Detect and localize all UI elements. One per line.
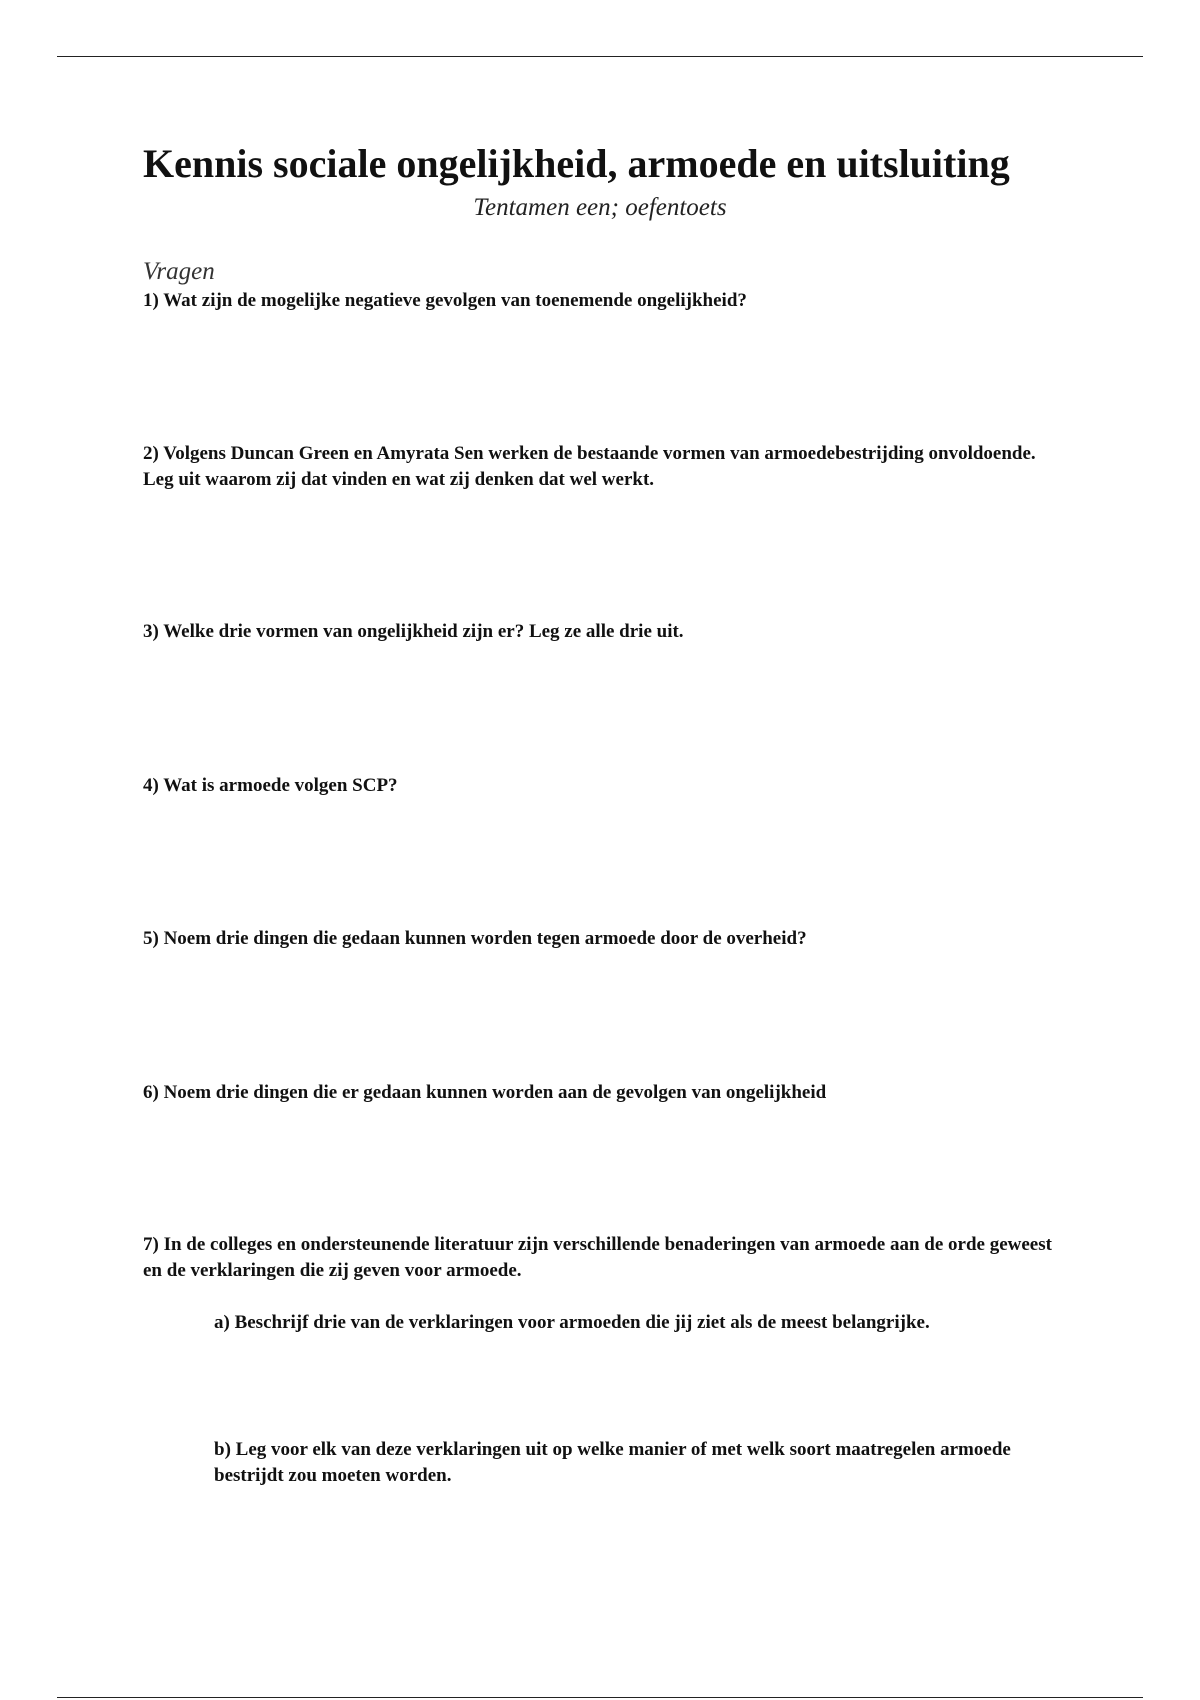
question-7: 7) In de colleges en ondersteunende literatuur zijn verschillende benaderingen van armoede aan de orde geweest en de verklaringen die zij geven voor armoede. bbox=[143, 1234, 1052, 1281]
question-4: 4) Wat is armoede volgen SCP? bbox=[143, 775, 398, 796]
section-heading-vragen: Vragen bbox=[143, 258, 215, 285]
question-7b: b) Leg voor elk van deze verklaringen uit op welke manier of met welk soort maatregelen armoede bestrijdt zou moeten worden. bbox=[214, 1439, 1011, 1486]
bottom-rule bbox=[57, 1697, 1143, 1698]
question-3: 3) Welke drie vormen van ongelijkheid zijn er? Leg ze alle drie uit. bbox=[143, 621, 684, 642]
top-rule bbox=[57, 56, 1143, 57]
question-5: 5) Noem drie dingen die gedaan kunnen worden tegen armoede door de overheid? bbox=[143, 928, 807, 949]
question-2: 2) Volgens Duncan Green en Amyrata Sen werken de bestaande vormen van armoedebestrijding onvoldoende. Leg uit waarom zij dat vinden en wat zij denken dat wel werkt. bbox=[143, 443, 1036, 490]
question-1: 1) Wat zijn de mogelijke negatieve gevolgen van toenemende ongelijkheid? bbox=[143, 290, 747, 311]
question-7a: a) Beschrijf drie van de verklaringen voor armoeden die jij ziet als de meest belangrijke. bbox=[214, 1312, 930, 1333]
document-subtitle: Tentamen een; oefentoets bbox=[473, 194, 727, 221]
question-6: 6) Noem drie dingen die er gedaan kunnen worden aan de gevolgen van ongelijkheid bbox=[143, 1082, 827, 1103]
document-title: Kennis sociale ongelijkheid, armoede en uitsluiting bbox=[143, 141, 1010, 186]
